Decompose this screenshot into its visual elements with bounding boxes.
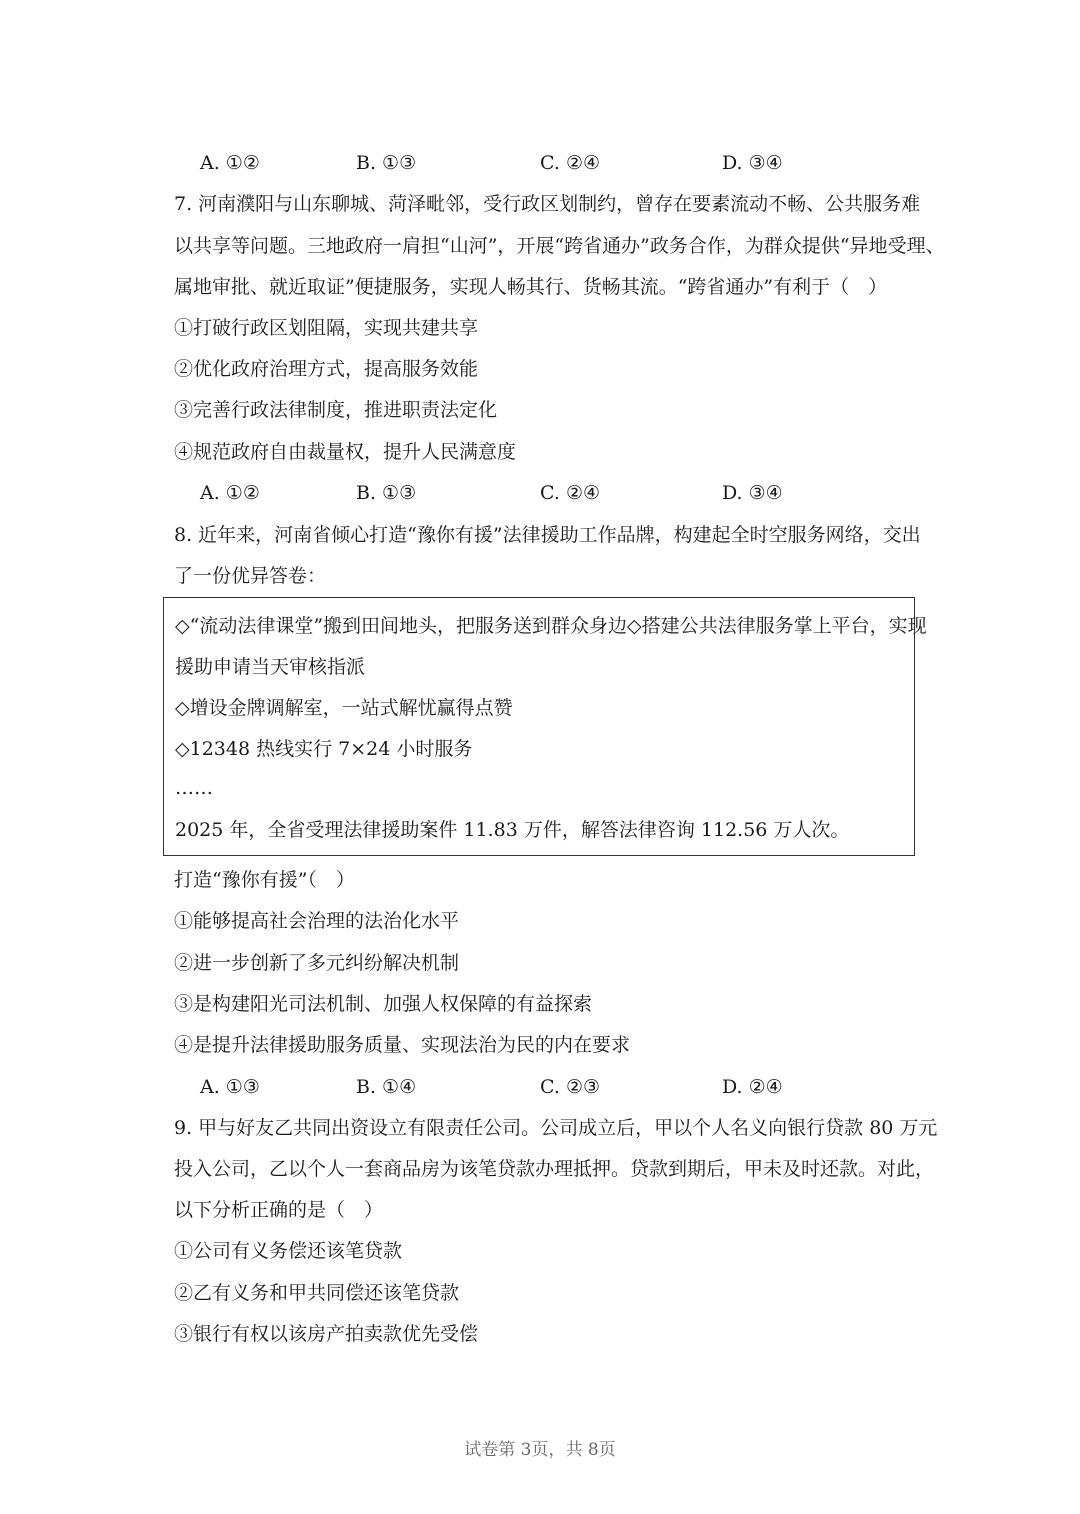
q7-option-a[interactable]: A. ①②: [200, 482, 260, 504]
q7-statement-1: ①打破行政区划阻隔，实现共建共享: [174, 317, 479, 339]
q8-option-c[interactable]: C. ②③: [540, 1076, 601, 1098]
q7-statement-3: ③完善行政法律制度，推进职责法定化: [174, 399, 498, 421]
q8-option-a[interactable]: A. ①③: [200, 1076, 260, 1098]
q8-box-line-1: ◇“流动法律课堂”搬到田间地头，把服务送到群众身边◇搭建公共法律服务掌上平台，实现: [175, 615, 927, 637]
q9-stem-line-2: 投入公司，乙以个人一套商品房为该笔贷款办理抵押。贷款到期后，甲未及时还款。对此，: [174, 1158, 935, 1180]
q8-box-line-5: ……: [175, 777, 213, 799]
q8-material-box: [163, 597, 927, 856]
q7-option-b[interactable]: B. ①③: [356, 482, 417, 504]
q7-stem-line-2: 以共享等问题。三地政府一肩担“山河”，开展“跨省通办”政务合作，为群众提供“异地受理、: [174, 235, 945, 257]
q9-stem-line-1: 9. 甲与好友乙共同出资设立有限责任公司。公司成立后，甲以个人名义向银行贷款 80 万元: [174, 1117, 938, 1139]
q8-statement-3: ③是构建阳光司法机制、加强人权保障的有益探索: [174, 993, 593, 1015]
page-footer: 试卷第 3页，共 8页: [464, 1440, 616, 1460]
q7-statement-2: ②优化政府治理方式，提高服务效能: [174, 358, 479, 380]
q8-box-line-3: ◇增设金牌调解室，一站式解忧赢得点赞: [175, 697, 513, 719]
q8-statement-4: ④是提升法律援助服务质量、实现法治为民的内在要求: [174, 1034, 631, 1056]
q8-statement-2: ②进一步创新了多元纠纷解决机制: [174, 952, 460, 974]
q7-option-c[interactable]: C. ②④: [540, 482, 601, 504]
q6-option-d[interactable]: D. ③④: [722, 152, 783, 174]
q9-stem-line-3: 以下分析正确的是（ ）: [174, 1199, 384, 1221]
q7-stem-line-3: 属地审批、就近取证”便捷服务，实现人畅其行、货畅其流。“跨省通办”有利于（ ）: [174, 276, 888, 298]
q6-option-a[interactable]: A. ①②: [200, 152, 260, 174]
q8-option-b[interactable]: B. ①④: [356, 1076, 417, 1098]
q8-statement-1: ①能够提高社会治理的法治化水平: [174, 910, 460, 932]
q6-option-c[interactable]: C. ②④: [540, 152, 601, 174]
q6-options: [200, 149, 920, 177]
q8-box-line-4: ◇12348 热线实行 7×24 小时服务: [175, 738, 473, 760]
q9-statement-2: ②乙有义务和甲共同偿还该笔贷款: [174, 1282, 460, 1304]
q7-stem-line-1: 7. 河南濮阳与山东聊城、菏泽毗邻，受行政区划制约，曾存在要素流动不畅、公共服务难: [174, 193, 921, 215]
q8-question: 打造“豫你有援”（ ）: [174, 869, 355, 891]
q8-box-line-2: 援助申请当天审核指派: [175, 656, 366, 678]
q8-stem-line-1: 8. 近年来，河南省倾心打造“豫你有援”法律援助工作品牌，构建起全时空服务网络，交出: [174, 524, 921, 546]
q7-statement-4: ④规范政府自由裁量权，提升人民满意度: [174, 441, 517, 463]
q9-statement-3: ③银行有权以该房产拍卖款优先受偿: [174, 1323, 479, 1345]
q8-options: [200, 1073, 920, 1101]
q7-options: [200, 479, 920, 507]
q8-stem-line-2: 了一份优异答卷：: [174, 565, 327, 587]
q8-box-line-6: 2025 年，全省受理法律援助案件 11.83 万件，解答法律咨询 112.56 万人次。: [175, 819, 850, 841]
q8-option-d[interactable]: D. ②④: [722, 1076, 783, 1098]
q7-option-d[interactable]: D. ③④: [722, 482, 783, 504]
q6-option-b[interactable]: B. ①③: [356, 152, 417, 174]
q9-statement-1: ①公司有义务偿还该笔贷款: [174, 1240, 403, 1262]
